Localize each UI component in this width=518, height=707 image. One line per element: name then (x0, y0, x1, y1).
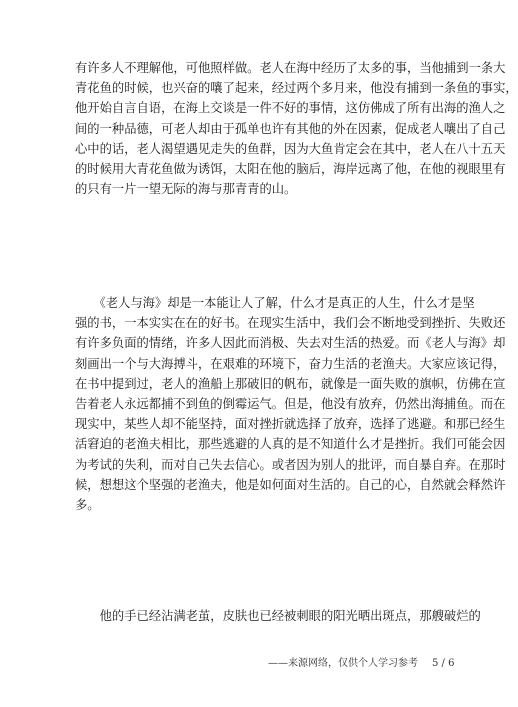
text-line: 刻画出一个与大海搏斗，在艰难的环境下，奋力生活的老渔夫。大家应该记得， (75, 356, 506, 371)
paragraph-2 (75, 293, 506, 515)
text-line: 现实中，某些人却不能坚持，面对挫折就选择了放弃，选择了逃避。和那已经生 (75, 417, 506, 432)
text-line: 的时候用大青花鱼做为诱饵，太阳在他的脑后，海岸远离了他，在他的视眼里有 (75, 162, 506, 177)
page-number: 5 / 6 (432, 658, 455, 669)
text-line: 他开始自言自语，在海上交谈是一件不好的事情，这仿佛成了所有出海的渔人之 (75, 101, 506, 116)
text-line: 在书中提到过，老人的渔船上那破旧的帆布，就像是一面失败的旗帜，仿佛在宣 (75, 376, 506, 391)
paragraph-1 (75, 58, 518, 199)
text-line: 多。 (75, 498, 100, 513)
text-line: 间的一种品德，可老人却由于孤单也许有其他的外在因素，促成老人嚷出了自己 (75, 121, 506, 136)
text-line: 候，想想这个坚强的老渔夫，他是如何面对生活的。自己的心，自然就会释然许 (75, 477, 506, 492)
text-line: 为考试的失利，而对自己失去信心。或者因为别人的批评，而自暴自弃。在那时 (75, 457, 506, 472)
text-line: 活窘迫的老渔夫相比，那些逃避的人真的是不知道什么才是挫折。我们可能会因 (75, 437, 506, 452)
text-line: 的只有一片一望无际的海与那青青的山。 (75, 182, 297, 197)
text-line: 青花鱼的时候，也兴奋的嚷了起来，经过两个多月来，他没有捕到一条鱼的事实， (75, 81, 518, 96)
text-line: 有许多人不理解他，可他照样做。老人在海中经历了太多的事，当他捕到一条大 (75, 61, 506, 75)
text-line: 告着老人永远都捕不到鱼的倒霉运气。但是，他没有放弃，仍然出海捕鱼。而在 (75, 397, 506, 412)
text-line: 心中的话，老人渴望遇见走失的鱼群，因为大鱼肯定会在其中，老人在八十五天 (75, 141, 506, 156)
text-line: 《老人与海》却是一本能让人了解，什么才是真正的人生，什么才是坚 (75, 296, 475, 310)
paragraph-3 (75, 606, 481, 626)
page-footer (268, 654, 455, 669)
text-line: 强的书，一本实实在在的好书。在现实生活中，我们会不断地受到挫折、失败还 (75, 316, 506, 331)
text-line: 有许多负面的情绪，许多人因此而消极、失去对生活的热爱。而《老人与海》却 (75, 336, 506, 351)
text-line: 他的手已经沾满老茧，皮肤也已经被刺眼的阳光晒出斑点，那艘破烂的 (75, 609, 481, 623)
footer-source: ——来源网络，仅供个人学习参考 (268, 658, 418, 669)
